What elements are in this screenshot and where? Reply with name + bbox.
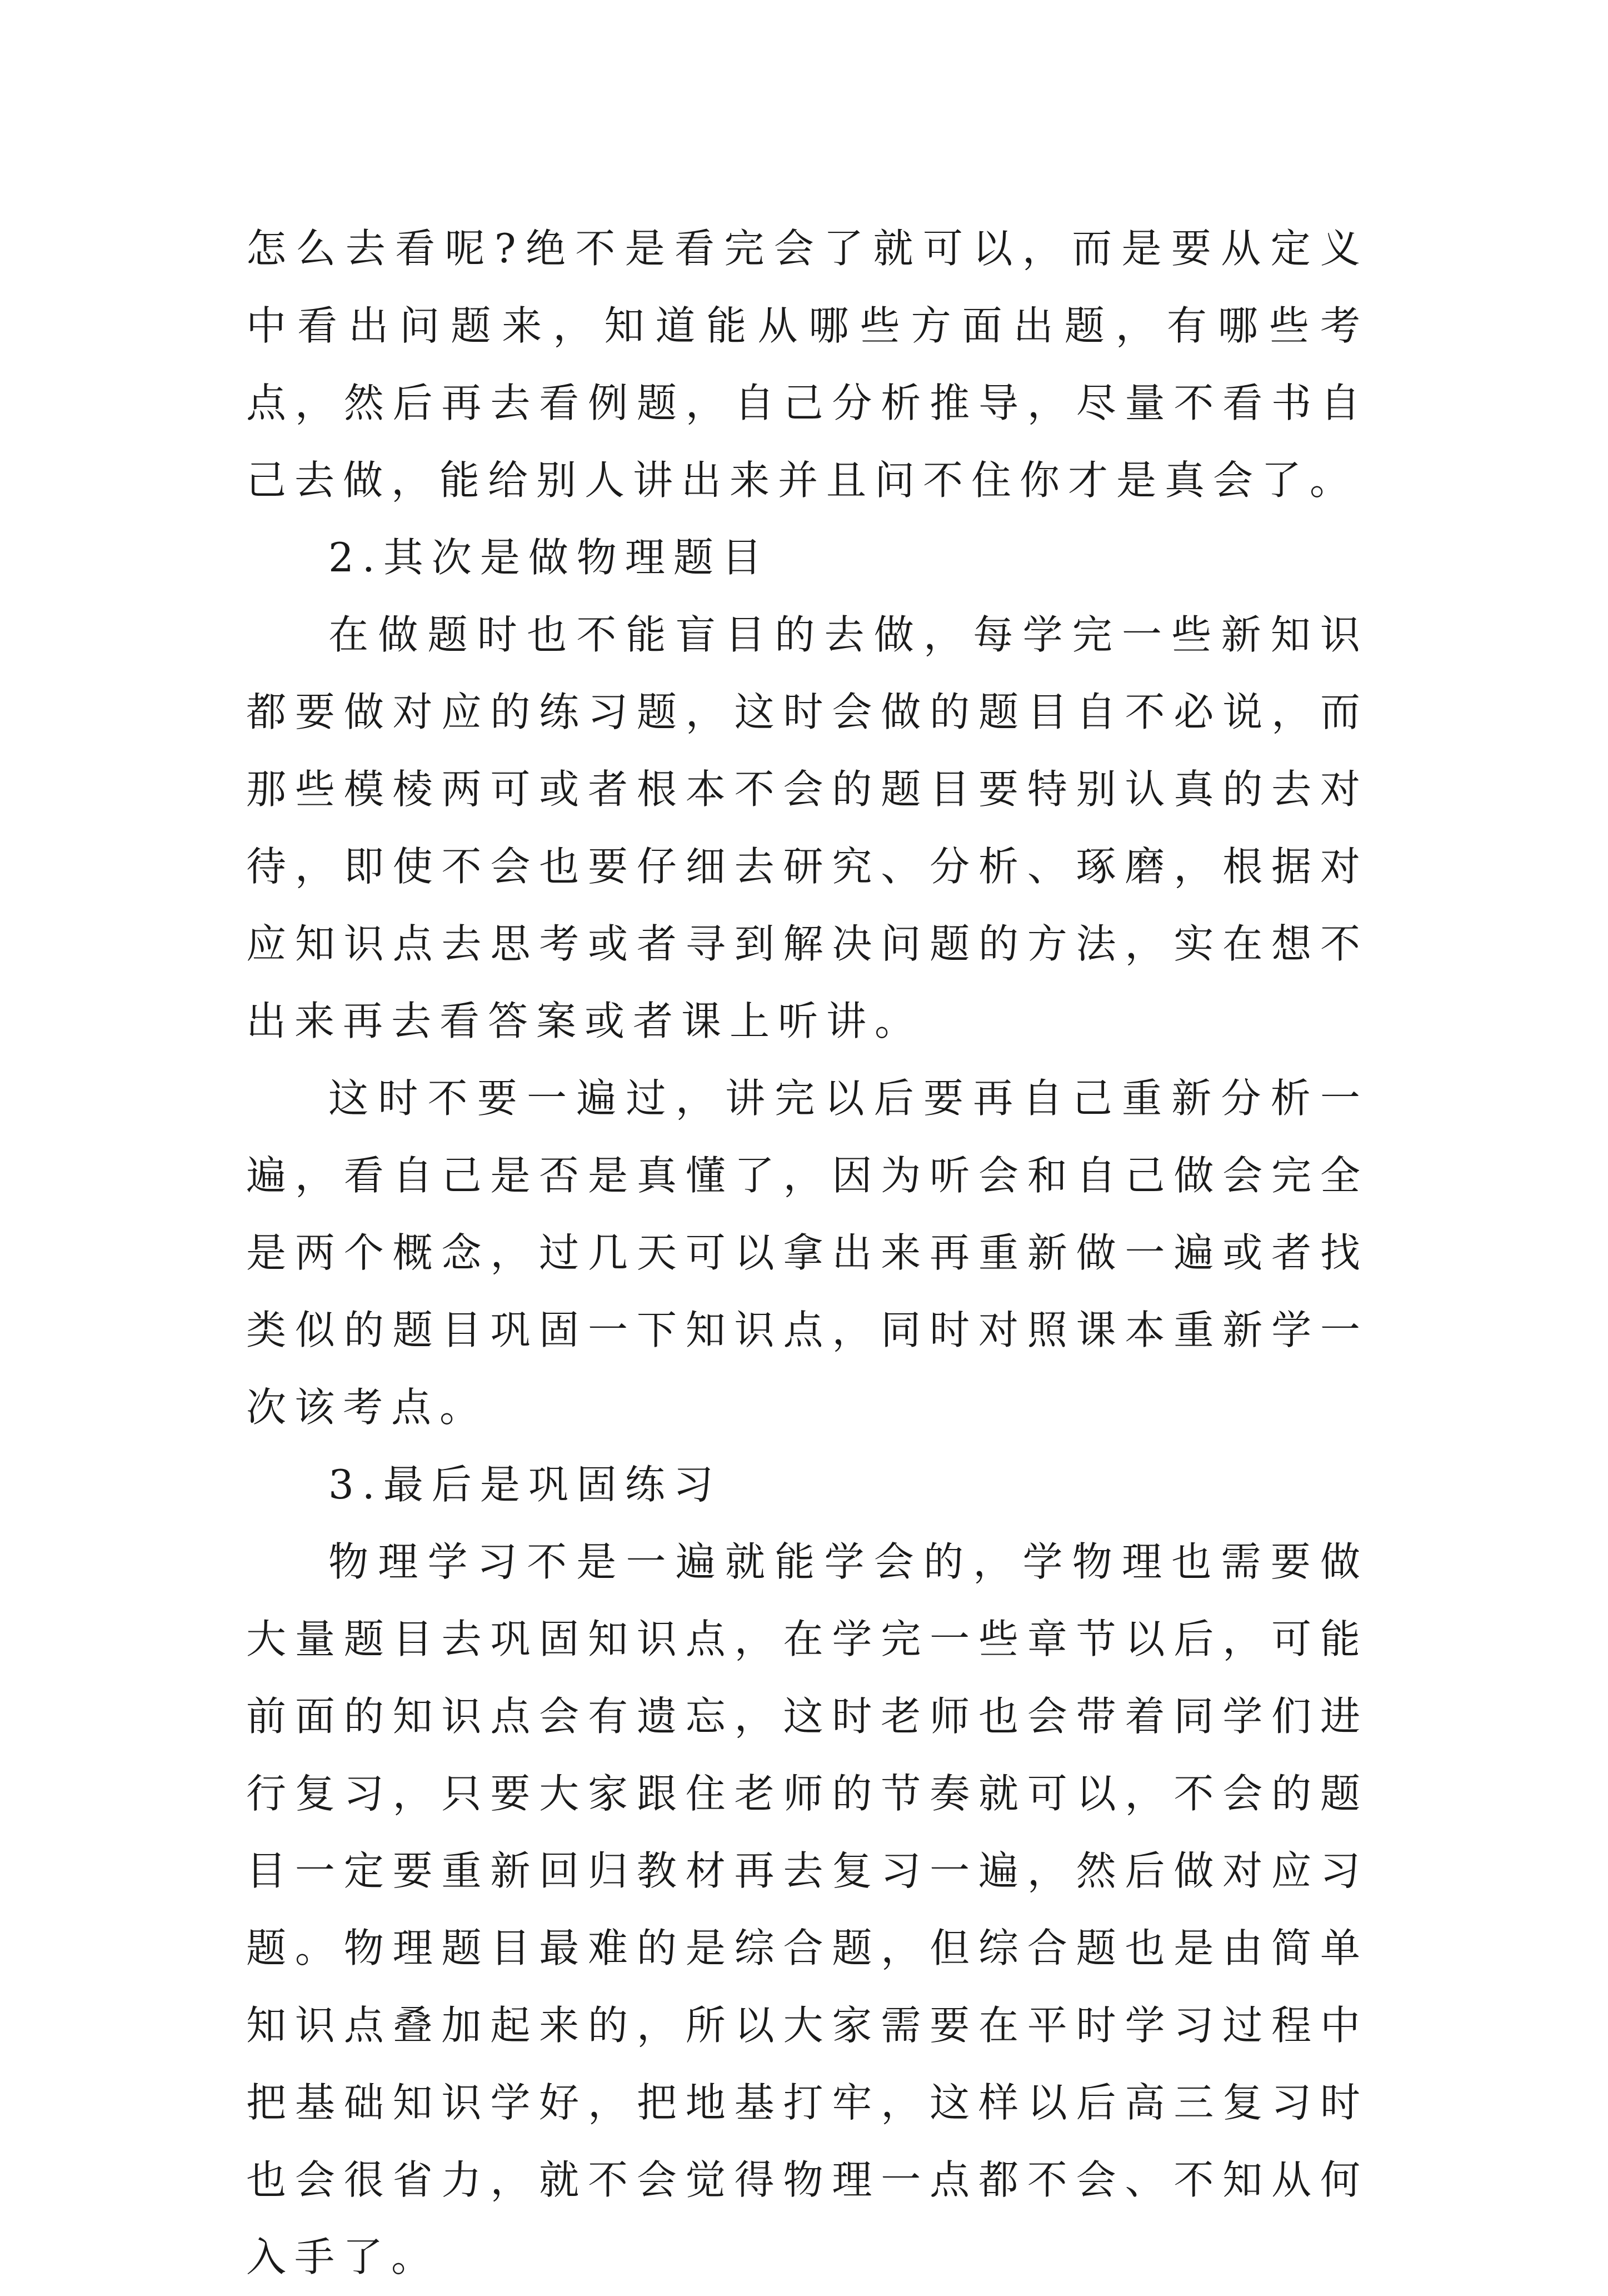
section-heading-2: 2.其次是做物理题目 [328, 534, 770, 581]
paragraph: 在做题时也不能盲目的去做，每学完一些新知识都要做对应的练习题，这时会做的题目自不必说，而那些模棱两可或者根本不会的题目要特别认真的去对待，即使不会也要仔细去研究、分析、琢磨，根据对应知识点去思考或者寻到解决问题的方法，实在想不出来再去看答案或者课上听讲。 [246, 611, 1369, 1044]
paragraph-continued: 怎么去看呢?绝不是看完会了就可以，而是要从定义中看出问题来，知道能从哪些方面出题，有哪些考点，然后再去看例题，自己分析推导，尽量不看书自己去做，能给别人讲出来并且问不住你才是真会了。 [246, 225, 1369, 504]
document-body [246, 210, 1369, 2296]
paragraph: 这时不要一遍过，讲完以后要再自己重新分析一遍，看自己是否是真懂了，因为听会和自己做会完全是两个概念，过几天可以拿出来再重新做一遍或者找类似的题目巩固一下知识点，同时对照课本重新学一次该考点。 [246, 1075, 1369, 1431]
paragraph: 物理学习不是一遍就能学会的，学物理也需要做大量题目去巩固知识点，在学完一些章节以后，可能前面的知识点会有遗忘，这时老师也会带着同学们进行复习，只要大家跟住老师的节奏就可以，不会的题目一定要重新回归教材再去复习一遍，然后做对应习题。物理题目最难的是综合题，但综合题也是由简单知识点叠加起来的，所以大家需要在平时学习过程中把基础知识学好，把地基打牢，这样以后高三复习时也会很省力，就不会觉得物理一点都不会、不知从何入手了。 [246, 1538, 1369, 2280]
section-heading-3: 3.最后是巩固练习 [328, 1461, 722, 1508]
